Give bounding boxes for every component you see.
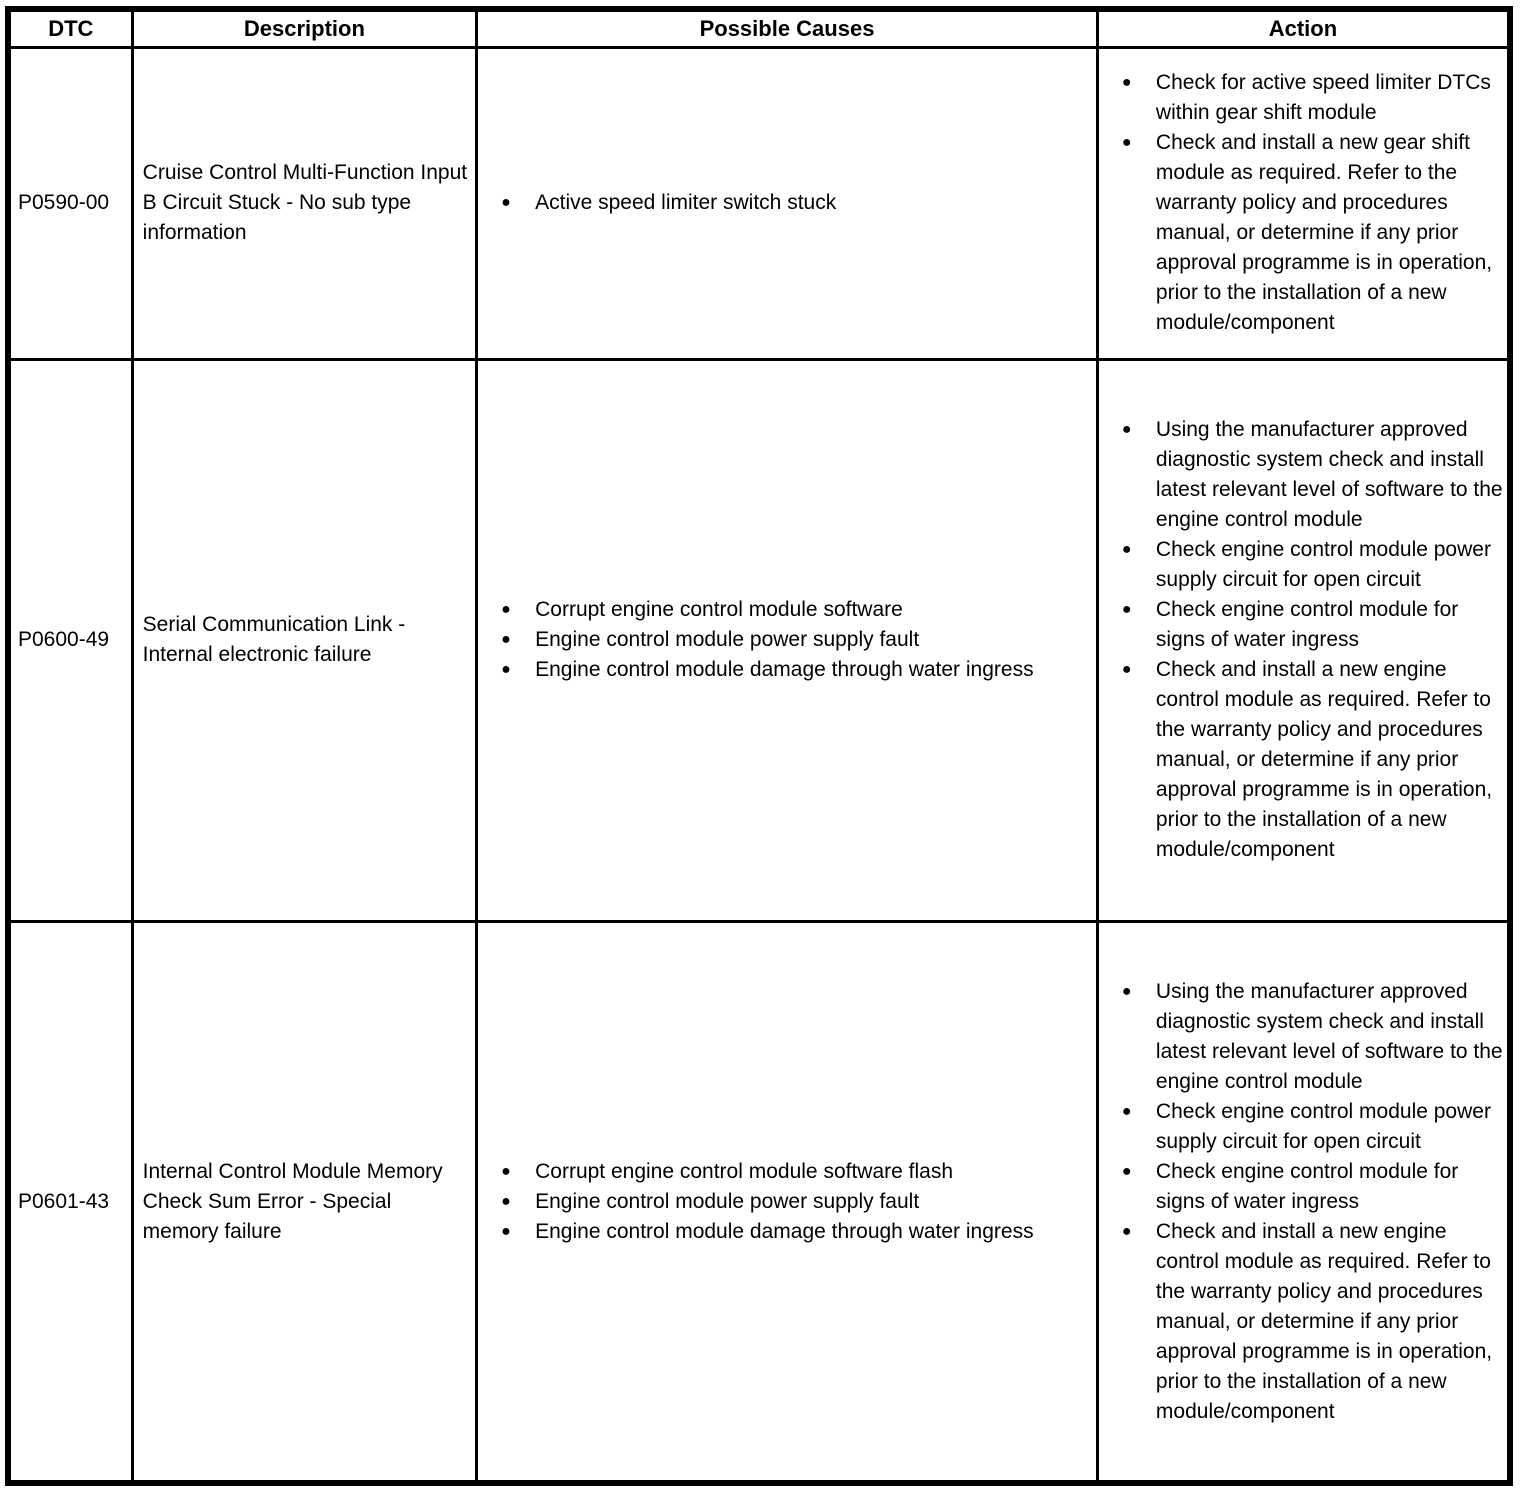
bullet-icon: ● [1121,541,1132,559]
actions-list [1121,977,1503,1427]
bullet-icon: ● [1121,601,1132,619]
bullet-item [500,1157,1092,1187]
actions-list [1121,415,1503,865]
bullet-icon: ● [1121,1162,1132,1180]
bullet-item [1121,415,1503,535]
bullet-item [1121,977,1503,1097]
bullet-item [500,188,1092,218]
bullet-text: Engine control module power supply fault [535,628,920,652]
header-possible-causes: Possible Causes [477,9,1098,47]
header-action: Action [1097,9,1510,47]
dtc-code: P0590-00 [8,47,132,359]
bullet-item [1121,1157,1503,1217]
bullet-item [500,1187,1092,1217]
bullet-text: Corrupt engine control module software flash [535,1159,953,1183]
bullet-text: Check engine control module for signs of water ingress [1155,598,1459,652]
bullet-text: Active speed limiter switch stuck [535,191,837,215]
bullet-text: Engine control module damage through water ingress [535,1219,1034,1243]
bullet-icon: ● [1121,74,1132,92]
bullet-item [1121,595,1503,655]
bullet-icon: ● [1121,982,1132,1000]
header-dtc: DTC [8,9,132,47]
bullet-text: Check engine control module for signs of water ingress [1155,1159,1459,1213]
dtc-code: P0600-49 [8,359,132,921]
bullet-text: Engine control module power supply fault [535,1189,920,1213]
dtc-table-header [8,9,1510,47]
bullet-icon: ● [1121,1102,1132,1120]
dtc-table [5,6,1513,1486]
dtc-description: Serial Communication Link - Internal electronic failure [132,359,476,921]
bullet-icon: ● [501,661,511,679]
bullet-icon: ● [501,1222,511,1240]
dtc-code: P0601-43 [8,922,132,1483]
dtc-description: Internal Control Module Memory Check Sum Error - Special memory failure [132,922,476,1483]
bullet-item [1121,128,1503,338]
bullet-text: Corrupt engine control module software [535,598,903,622]
dtc-description: Cruise Control Multi-Function Input B Circuit Stuck - No sub type information [132,47,476,359]
bullet-icon: ● [501,1162,511,1180]
table-row [8,359,1510,921]
actions-list [1121,68,1503,338]
dtc-table-body [8,47,1510,1483]
causes-list [500,1157,1092,1247]
bullet-icon: ● [1121,134,1132,152]
bullet-text: Check and install a new engine control module as required. Refer to the warranty policy and procedures manual, or determine if any prior approval programme is in operation, prior to the installation of a new module/component [1155,658,1493,862]
bullet-icon: ● [501,631,511,649]
table-row [8,47,1510,359]
bullet-text: Check for active speed limiter DTCs within gear shift module [1155,71,1491,125]
bullet-item [1121,535,1503,595]
bullet-icon: ● [1121,421,1132,439]
table-row [8,922,1510,1483]
bullet-item [1121,1097,1503,1157]
bullet-text: Check and install a new gear shift module as required. Refer to the warranty policy and procedures manual, or determine if any prior approval programme is in operation, prior to the installation of a new module/component [1155,131,1493,335]
bullet-item [1121,655,1503,865]
bullet-text: Engine control module damage through water ingress [535,658,1034,682]
header-row [8,9,1510,47]
bullet-item [500,625,1092,655]
bullet-text: Check engine control module power supply circuit for open circuit [1155,1099,1491,1153]
bullet-item [1121,1217,1503,1427]
bullet-icon: ● [501,1192,511,1210]
causes-list [500,595,1092,685]
bullet-icon: ● [1121,661,1132,679]
bullet-item [500,1217,1092,1247]
bullet-text: Using the manufacturer approved diagnostic system check and install latest relevant level of software to the engine control module [1155,418,1503,532]
bullet-icon: ● [501,601,511,619]
bullet-text: Using the manufacturer approved diagnostic system check and install latest relevant level of software to the engine control module [1155,979,1503,1093]
bullet-text: Check and install a new engine control module as required. Refer to the warranty policy and procedures manual, or determine if any prior approval programme is in operation, prior to the installation of a new module/component [1155,1219,1493,1423]
header-description: Description [132,9,476,47]
bullet-item [1121,68,1503,128]
bullet-icon: ● [501,194,511,212]
causes-list [500,188,1092,218]
bullet-text: Check engine control module power supply circuit for open circuit [1155,538,1491,592]
bullet-item [500,595,1092,625]
bullet-icon: ● [1121,1222,1132,1240]
bullet-item [500,655,1092,685]
